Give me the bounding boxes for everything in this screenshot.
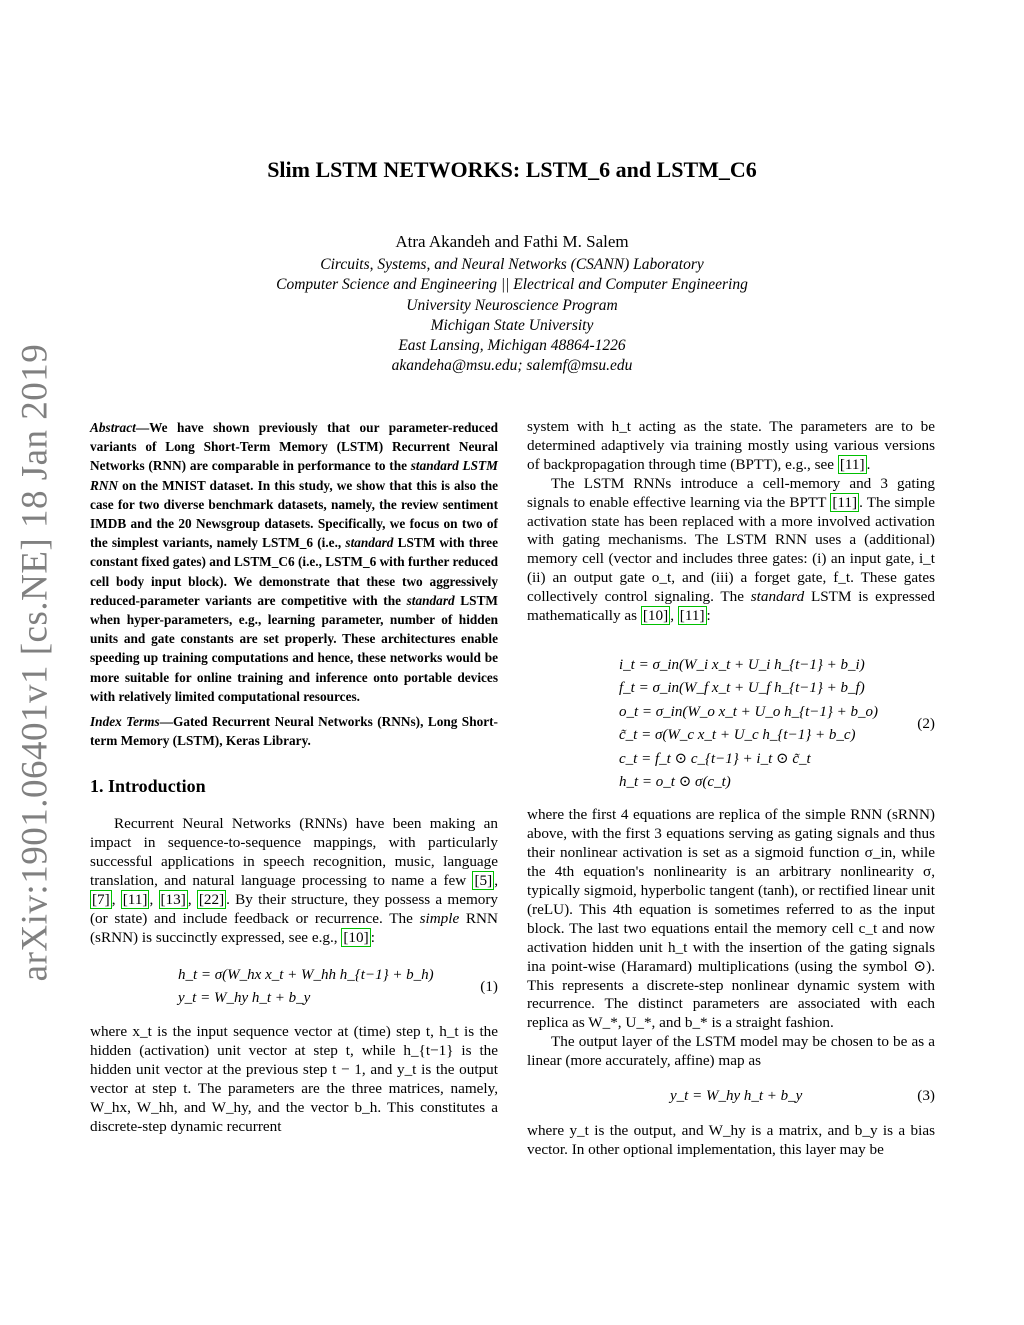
body-paragraph: The output layer of the LSTM model may be chosen to be as a linear (more accurately, affine) map as bbox=[527, 1033, 935, 1070]
equation-number: (2) bbox=[917, 715, 935, 733]
affiliation-line: East Lansing, Michigan 48864-1226 bbox=[398, 337, 626, 355]
affiliation-line: Computer Science and Engineering || Electrical and Computer Engineering bbox=[276, 276, 748, 294]
citation-link[interactable]: [7] bbox=[92, 891, 110, 909]
equation-number: (3) bbox=[917, 1087, 935, 1105]
equation-number: (1) bbox=[480, 977, 498, 995]
arxiv-id: arXiv:1901.06401v1 [cs.NE] 18 Jan 2019 bbox=[14, 343, 56, 981]
citation-link[interactable]: [22] bbox=[198, 891, 225, 909]
body-paragraph: The LSTM RNNs introduce a cell-memory and 3 gating signals to enable effective learning via the BPTT [11] . The simple activation state has been replaced with a more involved activation with gating mechanisms. The LSTM RNN uses a (additional) memory cell (vector and includes three gates: (i) an input gate, i_t (ii) an output gate o_t, and (iii) a forget gate, f_t. These gates collectively control signaling. The standard LSTM is expressed mathematically as [10] , [11] : bbox=[527, 474, 935, 625]
section-heading: 1. Introduction bbox=[90, 776, 206, 797]
right-column bbox=[527, 418, 935, 1160]
citation-link[interactable]: [11] bbox=[839, 455, 865, 473]
equation-line: c_t = f_t ⊙ c_{t−1} + i_t ⊙ c̃_t bbox=[619, 750, 811, 767]
affiliation-line: University Neuroscience Program bbox=[406, 296, 618, 314]
abstract-label: Abstract bbox=[90, 420, 136, 435]
equation-line: o_t = σ_in(W_o x_t + U_o h_{t−1} + b_o) bbox=[619, 703, 879, 720]
index-terms: Index Terms—Gated Recurrent Neural Networks (RNNs), Long Short-term Memory (LSTM), Keras Library. bbox=[90, 714, 498, 749]
body-paragraph: where the first 4 equations are replica of the simple RNN (sRNN) above, with the first 3 equations serving as gating signals and thus their nonlinear activation is set as a sigmoid function σ_in, while the 4th equation's nonlinearity is an arbitrary nonlinearity σ, typically sigmoid, hyperbolic tangent (tanh), or rectified linear unit (reLU). This 4th equation is sometimes referred to as the input block. The last two equations entail the memory cell c_t and now activation hidden unit h_t with the insertion of the gating signals ina point-wise (Haramard) multiplications (using the symbol ⊙). This represents a discrete-step nonlinear dynamic system with recurrence. The distinct parameters are associated with each replica as W_*, U_*, and b_* is a straight fashion. bbox=[527, 806, 935, 1032]
equation-line: i_t = σ_in(W_i x_t + U_i h_{t−1} + b_i) bbox=[619, 656, 865, 673]
abstract: Abstract—We have shown previously that our parameter-reduced variants of Long Short-Term Memory (LSTM) Recurrent Neural Networks (RNN) are comparable in performance to the standard LSTM RNN on the MNIST dataset. In this study, we show that this is also the case for two diverse benchmark datasets, namely, the review sentiment IMDB and the 20 Newsgroup datasets. Specifically, we focus on two of the simplest variants, namely LSTM_6 (i.e., standard LSTM with three constant fixed gates) and LSTM_C6 (i.e., LSTM_6 with further reduced cell body input block). We demonstrate that these two aggressively reduced-parameter variants are competitive with the standard LSTM when hyper-parameters, e.g., learning parameter, number of hidden units and gate constants are set properly. These architectures enable speeding up training computations and hence, these networks would be more suitable for online training and inference onto portable devices with relatively limited computational resources. bbox=[90, 420, 499, 704]
body-paragraph: where x_t is the input sequence vector at (time) step t, h_t is the hidden (activation) unit vector at step t, while h_{t−1} is the hidden unit vector at the previous step t − 1, and y_t is the output vector at step t. The parameters are the three matrices, namely, W_hx, W_hh, and W_hy, and the vector b_h. This constitutes a discrete-step dynamic recurrent bbox=[90, 1023, 498, 1135]
equation-2 bbox=[527, 654, 935, 794]
affiliation-line: Michigan State University bbox=[430, 316, 594, 334]
equation-line: y_t = W_hy h_t + b_y bbox=[670, 1088, 803, 1105]
intro-paragraph: Recurrent Neural Networks (RNNs) have been making an impact in sequence-to-sequence mappings, with particularly successful applications in speech recognition, music, language translation, and natural language processing to name a few [5] , [7] , [11] , [13] , [22] . By their structure, they possess a memory (or state) and include feedback or recurrence. The simple RNN (sRNN) is succinctly expressed, see e.g., [10] : bbox=[90, 815, 499, 946]
citation-link[interactable]: [11] bbox=[832, 493, 858, 511]
citation-link[interactable]: [10] bbox=[642, 607, 669, 625]
arxiv-watermark bbox=[14, 343, 56, 981]
author-names: Atra Akandeh and Fathi M. Salem bbox=[395, 232, 629, 251]
affiliation-line: Circuits, Systems, and Neural Networks (CSANN) Laboratory bbox=[320, 256, 704, 273]
citation-link[interactable]: [5] bbox=[474, 872, 493, 890]
equation-line: y_t = W_hy h_t + b_y bbox=[178, 989, 311, 1006]
citation-link[interactable]: [11] bbox=[679, 607, 705, 625]
author-emails: akandeha@msu.edu; salemf@msu.edu bbox=[391, 357, 633, 375]
body-paragraph: where y_t is the output, and W_hy is a matrix, and b_y is a bias vector. In other optional implementation, this layer may be bbox=[527, 1121, 935, 1158]
citation-link[interactable]: [10] bbox=[343, 928, 369, 946]
equation-line: c̃_t = σ(W_c x_t + U_c h_{t−1} + b_c) bbox=[619, 727, 856, 744]
left-column bbox=[90, 418, 498, 1137]
citation-link[interactable]: [13] bbox=[160, 891, 186, 909]
equation-line: h_t = o_t ⊙ σ(c_t) bbox=[619, 774, 731, 790]
equation-line: h_t = σ(W_hx x_t + W_hh h_{t−1} + b_h) bbox=[178, 966, 434, 983]
affiliation-block bbox=[0, 255, 1024, 377]
citation-link[interactable]: [11] bbox=[122, 891, 148, 909]
paper-title: Slim LSTM NETWORKS: LSTM_6 and LSTM_C6 bbox=[267, 157, 757, 182]
equation-3 bbox=[527, 1085, 935, 1108]
index-terms-label: Index Terms bbox=[90, 714, 160, 730]
equation-1 bbox=[90, 964, 498, 1010]
body-paragraph: system with h_t acting as the state. The parameters are to be determined adaptively via training mostly using various versions of backpropagation through time (BPTT), e.g., see [11] . bbox=[527, 418, 935, 473]
equation-line: f_t = σ_in(W_f x_t + U_f h_{t−1} + b_f) bbox=[619, 680, 865, 697]
